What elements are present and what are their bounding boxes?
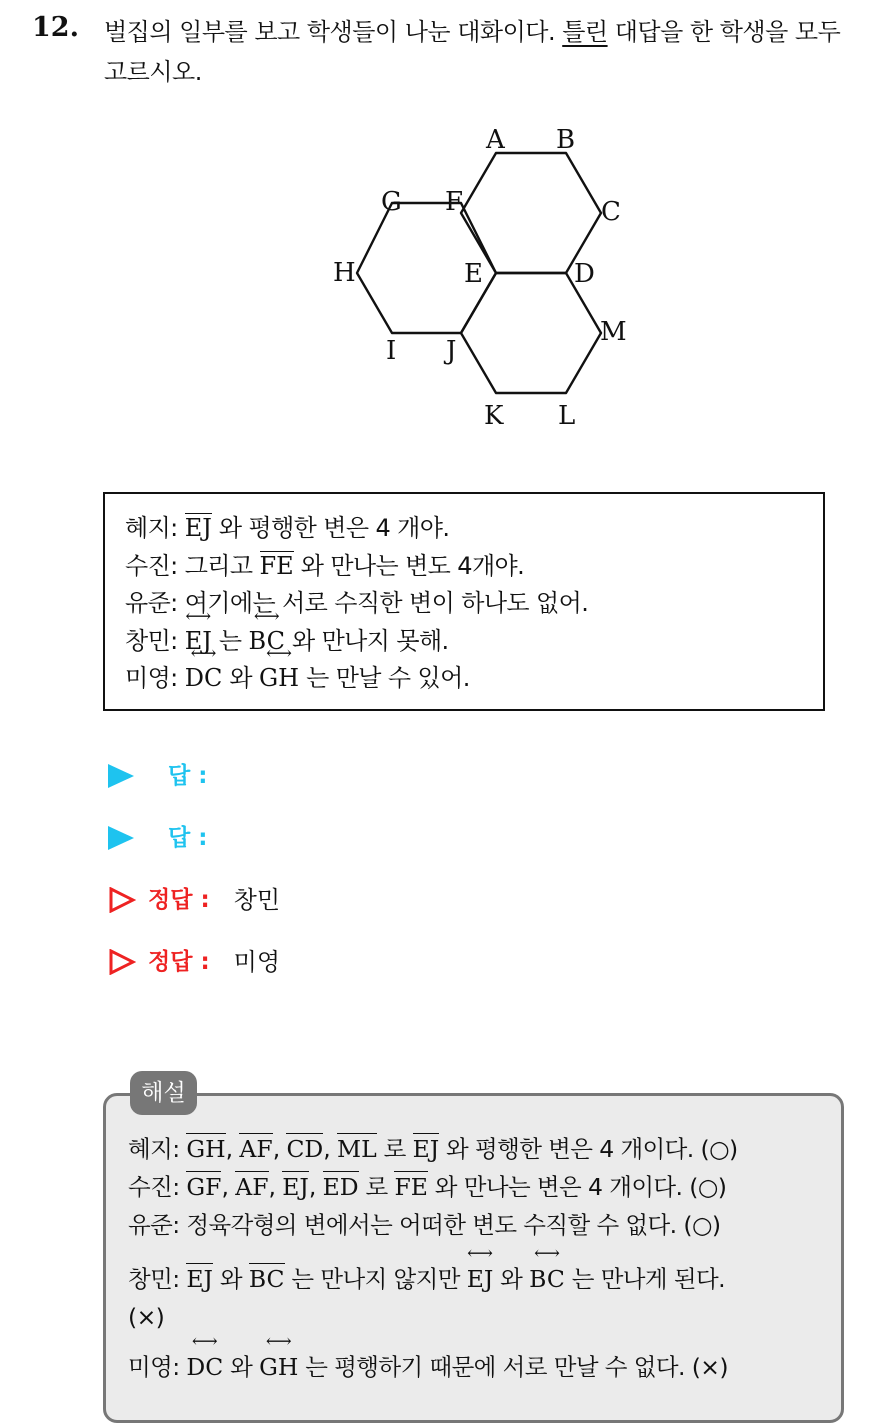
correct-answer-value: 미영 — [233, 948, 281, 976]
statement-text: 여기에는 서로 수직한 변이 하나도 없어. — [184, 589, 589, 617]
colon: : — [170, 626, 178, 655]
colon: : — [170, 514, 178, 542]
statement-text: 는 만날 수 있어. — [306, 664, 470, 692]
dialogue-line-hyeji — [125, 510, 803, 548]
line-symbol: ⟷ GH — [259, 1348, 298, 1386]
explanation-text: 는 만나지 않지만 — [291, 1265, 460, 1293]
colon: : — [170, 551, 178, 580]
explanation-line-yujun: 유준: 정육각형의 변에서는 어떠한 변도 수직할 수 없다. (○) — [128, 1211, 721, 1239]
line-symbol: ⟷ DC — [185, 660, 223, 698]
vertex-label-e: E — [464, 259, 483, 289]
explanation-text: 정육각형의 변에서는 어떠한 변도 수직할 수 없다. — [186, 1211, 677, 1239]
answer-blank-2 — [108, 818, 207, 858]
segment-symbol: FE — [394, 1168, 427, 1206]
statement-text: 와 만나지 못해. — [291, 626, 449, 655]
question-text-part2: 대답을 한 학생을 모두 고르시오. — [104, 18, 841, 86]
result-mark: (○) — [689, 1173, 727, 1201]
explanation-line-sujin: 수진: GF, AF, EJ, ED 로 FE 와 만나는 변은 4 개이다. (○) — [128, 1168, 821, 1206]
play-arrow-icon — [108, 826, 134, 850]
vertex-label-k: K — [484, 401, 504, 431]
vertex-label-a: A — [486, 125, 505, 155]
segment-symbol: EJ — [413, 1130, 440, 1168]
segment-symbol: EJ — [282, 1168, 309, 1206]
explanation-line-miyeong: 미영: ⟷ DC 와 ⟷ GH 는 평행하기 때문에 서로 만날 수 없다. (×) — [128, 1348, 821, 1386]
speaker-name: 미영 — [128, 1353, 173, 1381]
speaker-name: 혜지 — [125, 514, 171, 542]
explanation-text: 와 — [500, 1265, 523, 1293]
vertex-label-d: D — [574, 259, 595, 289]
segment-symbol: GF — [186, 1168, 221, 1206]
statement-text: 는 — [218, 626, 242, 655]
result-mark: (×) — [691, 1353, 728, 1381]
honeycomb-diagram — [0, 118, 884, 438]
segment-symbol: AF — [235, 1168, 268, 1206]
speaker-name: 유준 — [128, 1211, 173, 1239]
question-text — [104, 12, 864, 92]
explanation-tag: 해설 — [130, 1071, 197, 1115]
segment-symbol: EJ — [186, 1260, 213, 1298]
speaker-name: 유준 — [125, 589, 171, 617]
segment-symbol: ML — [337, 1130, 377, 1168]
segment-symbol: AF — [239, 1130, 272, 1168]
hexagon-top — [461, 153, 601, 273]
segment-symbol: BC — [249, 1260, 285, 1298]
speaker-name: 창민 — [125, 626, 171, 655]
vertex-label-i: I — [386, 336, 397, 366]
result-mark: (○) — [700, 1135, 738, 1163]
vertex-label-h: H — [333, 258, 356, 288]
dialogue-box — [103, 492, 825, 711]
honeycomb-figure — [0, 118, 884, 438]
line-symbol: ⟷ EJ — [185, 623, 212, 661]
answer-label: 답 : — [168, 763, 208, 789]
explanation-line-changmin-mark — [128, 1298, 821, 1336]
line-symbol: ⟷ BC — [529, 1260, 565, 1298]
speaker-name: 창민 — [128, 1265, 173, 1293]
explanation-line-changmin: 창민: EJ 와 BC 는 만나지 않지만 ⟷ EJ 와 ⟷ BC 는 만나게 된다. — [128, 1260, 821, 1298]
dialogue-line-sujin — [125, 548, 803, 586]
segment-symbol: ED — [323, 1168, 359, 1206]
explanation-text: 와 — [219, 1265, 242, 1293]
correct-answer-label: 정답 : — [148, 887, 210, 913]
correct-answer-2 — [108, 942, 280, 982]
result-mark: (○) — [683, 1211, 721, 1239]
correct-answer-label: 정답 : — [148, 949, 210, 975]
explanation-text: 와 — [230, 1353, 253, 1381]
statement-text: 와 평행한 변은 4 개야. — [218, 514, 450, 542]
line-symbol: ⟷ DC — [186, 1348, 223, 1386]
vertex-label-l: L — [558, 401, 576, 431]
speaker-name: 수진 — [128, 1173, 173, 1201]
line-symbol: ⟷ EJ — [467, 1260, 494, 1298]
hexagon-bottom — [461, 273, 601, 393]
statement-text: 와 — [229, 664, 252, 692]
explanation-text: 로 — [383, 1135, 406, 1163]
outline-arrow-icon — [108, 887, 136, 913]
explanation-box — [103, 1093, 844, 1423]
question-underlined-word: 틀린 — [562, 18, 608, 46]
vertex-label-g: G — [381, 187, 402, 217]
question-number: 12. — [32, 12, 79, 43]
answer-label: 답 : — [168, 825, 208, 851]
question-text-part1: 벌집의 일부를 보고 학생들이 나눈 대화이다. — [104, 18, 563, 46]
statement-text: 그리고 — [184, 551, 253, 580]
speaker-name: 혜지 — [128, 1135, 173, 1163]
play-arrow-icon — [108, 764, 134, 788]
correct-answer-1 — [108, 880, 280, 920]
line-symbol: ⟷ GH — [259, 660, 299, 698]
answer-blank-1 — [108, 756, 207, 796]
statement-text: 와 만나는 변도 4개야. — [300, 551, 525, 580]
vertex-label-f: F — [445, 187, 464, 217]
explanation-text: 는 평행하기 때문에 서로 만날 수 없다. — [305, 1353, 685, 1381]
segment-symbol: CD — [286, 1130, 323, 1168]
segment-symbol: FE — [260, 548, 294, 586]
colon: : — [170, 589, 178, 617]
explanation-line-hyeji: 혜지: GH, AF, CD, ML 로 EJ 와 평행한 변은 4 개이다. (○) — [128, 1130, 821, 1168]
dialogue-line-changmin — [125, 623, 803, 661]
dialogue-line-yujun — [125, 585, 803, 623]
line-symbol: ⟷ BC — [249, 623, 285, 661]
speaker-name: 수진 — [125, 551, 171, 580]
colon: : — [170, 664, 178, 692]
vertex-label-j: J — [446, 336, 457, 366]
segment-symbol: GH — [186, 1130, 225, 1168]
outline-arrow-icon — [108, 949, 136, 975]
explanation-text: 로 — [365, 1173, 388, 1201]
speaker-name: 미영 — [125, 664, 171, 692]
explanation-text: 와 평행한 변은 4 개이다. — [446, 1135, 694, 1163]
vertex-label-b: B — [556, 125, 576, 155]
result-mark: (×) — [128, 1303, 165, 1331]
explanation-text: 는 만나게 된다. — [571, 1265, 725, 1293]
dialogue-line-miyeong — [125, 660, 803, 698]
explanation-text: 와 만나는 변은 4 개이다. — [434, 1173, 683, 1201]
correct-answer-value: 창민 — [233, 886, 281, 914]
vertex-label-c: C — [601, 197, 621, 227]
segment-symbol: EJ — [185, 510, 212, 548]
vertex-label-m: M — [600, 317, 627, 347]
